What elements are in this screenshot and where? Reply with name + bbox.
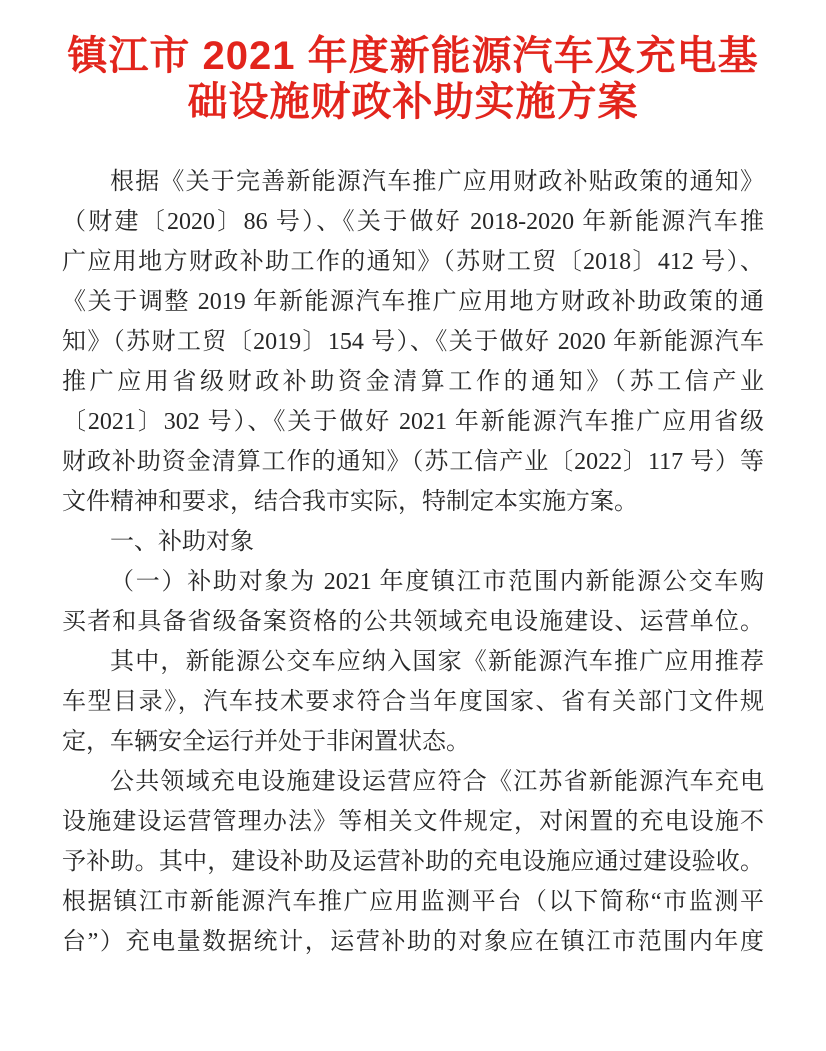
body-line-8: 财政补助资金清算工作的通知》（苏工信产业〔2022〕117 号）等 [62, 449, 764, 475]
body-line-9: 文件精神和要求，结合我市实际，特制定本实施方案。 [62, 489, 638, 515]
body-line-18: 予补助。其中，建设补助及运营补助的充电设施应通过建设验收。 [62, 849, 764, 875]
body-line-14: 车型目录》，汽车技术要求符合当年度国家、省有关部门文件规 [62, 689, 764, 715]
body-line-11: （一）补助对象为 2021 年度镇江市范围内新能源公交车购 [110, 569, 764, 595]
title-line-2: 础设施财政补助实施方案 [187, 80, 639, 124]
body-line-16: 公共领域充电设施建设运营应符合《江苏省新能源汽车充电 [110, 769, 764, 795]
body-line-2: （财建〔2020〕86 号）、《关于做好 2018-2020 年新能源汽车推 [62, 209, 764, 235]
body-line-6: 推广应用省级财政补助资金清算工作的通知》（苏工信产业 [62, 369, 764, 395]
body-line-19: 根据镇江市新能源汽车推广应用监测平台（以下简称“市监测平 [62, 889, 764, 915]
body-line-1: 根据《关于完善新能源汽车推广应用财政补贴政策的通知》 [110, 169, 764, 195]
body-line-10: 一、补助对象 [110, 529, 254, 555]
body-line-20: 台”）充电量数据统计，运营补助的对象应在镇江市范围内年度 [62, 929, 764, 955]
body-line-17: 设施建设运营管理办法》等相关文件规定，对闲置的充电设施不 [62, 809, 764, 835]
body-line-13: 其中，新能源公交车应纳入国家《新能源汽车推广应用推荐 [110, 649, 764, 675]
body-line-7: 〔2021〕302 号）、《关于做好 2021 年新能源汽车推广应用省级 [62, 409, 764, 435]
document-title [24, 33, 802, 125]
body-line-5: 知》（苏财工贸〔2019〕154 号）、《关于做好 2020 年新能源汽车 [62, 329, 764, 355]
body-line-12: 买者和具备省级备案资格的公共领域充电设施建设、运营单位。 [62, 609, 764, 635]
body-line-15: 定，车辆安全运行并处于非闲置状态。 [62, 729, 470, 755]
document-body [62, 162, 764, 962]
body-line-4: 《关于调整 2019 年新能源汽车推广应用地方财政补助政策的通 [62, 289, 764, 315]
title-line-1: 镇江市 2021 年度新能源汽车及充电基 [67, 34, 759, 78]
body-line-3: 广应用地方财政补助工作的通知》（苏财工贸〔2018〕412 号）、 [62, 249, 764, 275]
